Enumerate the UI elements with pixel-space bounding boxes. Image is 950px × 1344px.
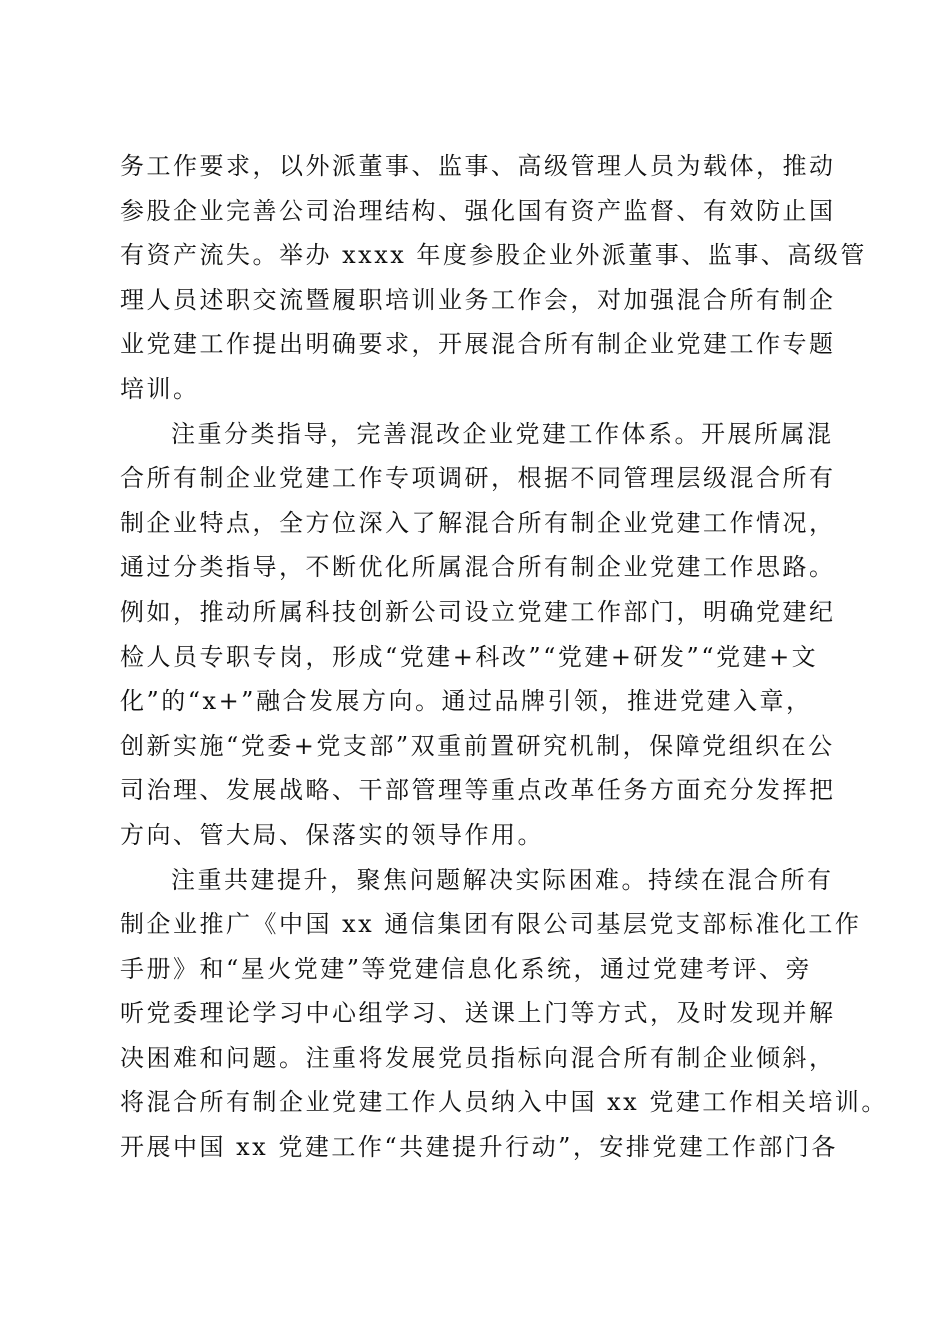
text-line: 业党建工作提出明确要求，开展混合所有制企业党建工作专题 [120, 330, 836, 359]
text-line: 理人员述职交流暨履职培训业务工作会，对加强混合所有制企 [120, 285, 836, 314]
paragraph-start-line: 注重共建提升，聚焦问题解决实际困难。持续在混合所有 [171, 865, 834, 894]
text-line: 参股企业完善公司治理结构、强化国有资产监督、有效防止国 [120, 196, 836, 225]
paragraph-start-line: 注重分类指导，完善混改企业党建工作体系。开展所属混 [171, 419, 834, 448]
text-line: 培训。 [120, 374, 200, 403]
text-line: 手册》和“星火党建”等党建信息化系统，通过党建考评、旁 [120, 954, 813, 983]
text-line: 合所有制企业党建工作专项调研，根据不同管理层级混合所有 [120, 464, 836, 493]
text-line: 务工作要求，以外派董事、监事、高级管理人员为载体，推动 [120, 152, 836, 180]
text-line: 方向、管大局、保落实的领导作用。 [120, 820, 544, 849]
text-line: 有资产流失。举办 xxxx 年度参股企业外派董事、监事、高级管 [120, 241, 867, 270]
text-line: 通过分类指导，不断优化所属混合所有制企业党建工作思路。 [120, 553, 836, 582]
text-line: 开展中国 xx 党建工作“共建提升行动”，安排党建工作部门各 [120, 1133, 838, 1162]
text-line: 听党委理论学习中心组学习、送课上门等方式，及时发现并解 [120, 999, 836, 1028]
text-line: 创新实施“党委+党支部”双重前置研究机制，保障党组织在公 [120, 731, 835, 760]
text-line: 检人员专职专岗，形成“党建+科改”“党建+研发”“党建+文 [120, 642, 819, 671]
text-line: 将混合所有制企业党建工作人员纳入中国 xx 党建工作相关培训。 [120, 1088, 888, 1117]
text-line: 制企业特点，全方位深入了解混合所有制企业党建工作情况， [120, 508, 836, 537]
text-line: 化”的“x+”融合发展方向。通过品牌引领，推进党建入章， [120, 687, 813, 716]
text-line: 制企业推广《中国 xx 通信集团有限公司基层党支部标准化工作 [120, 910, 862, 939]
text-line: 例如，推动所属科技创新公司设立党建工作部门，明确党建纪 [120, 597, 836, 626]
text-line: 司治理、发展战略、干部管理等重点改革任务方面充分发挥把 [120, 776, 836, 805]
document-body [120, 144, 888, 1170]
text-line: 决困难和问题。注重将发展党员指标向混合所有制企业倾斜， [120, 1043, 836, 1072]
